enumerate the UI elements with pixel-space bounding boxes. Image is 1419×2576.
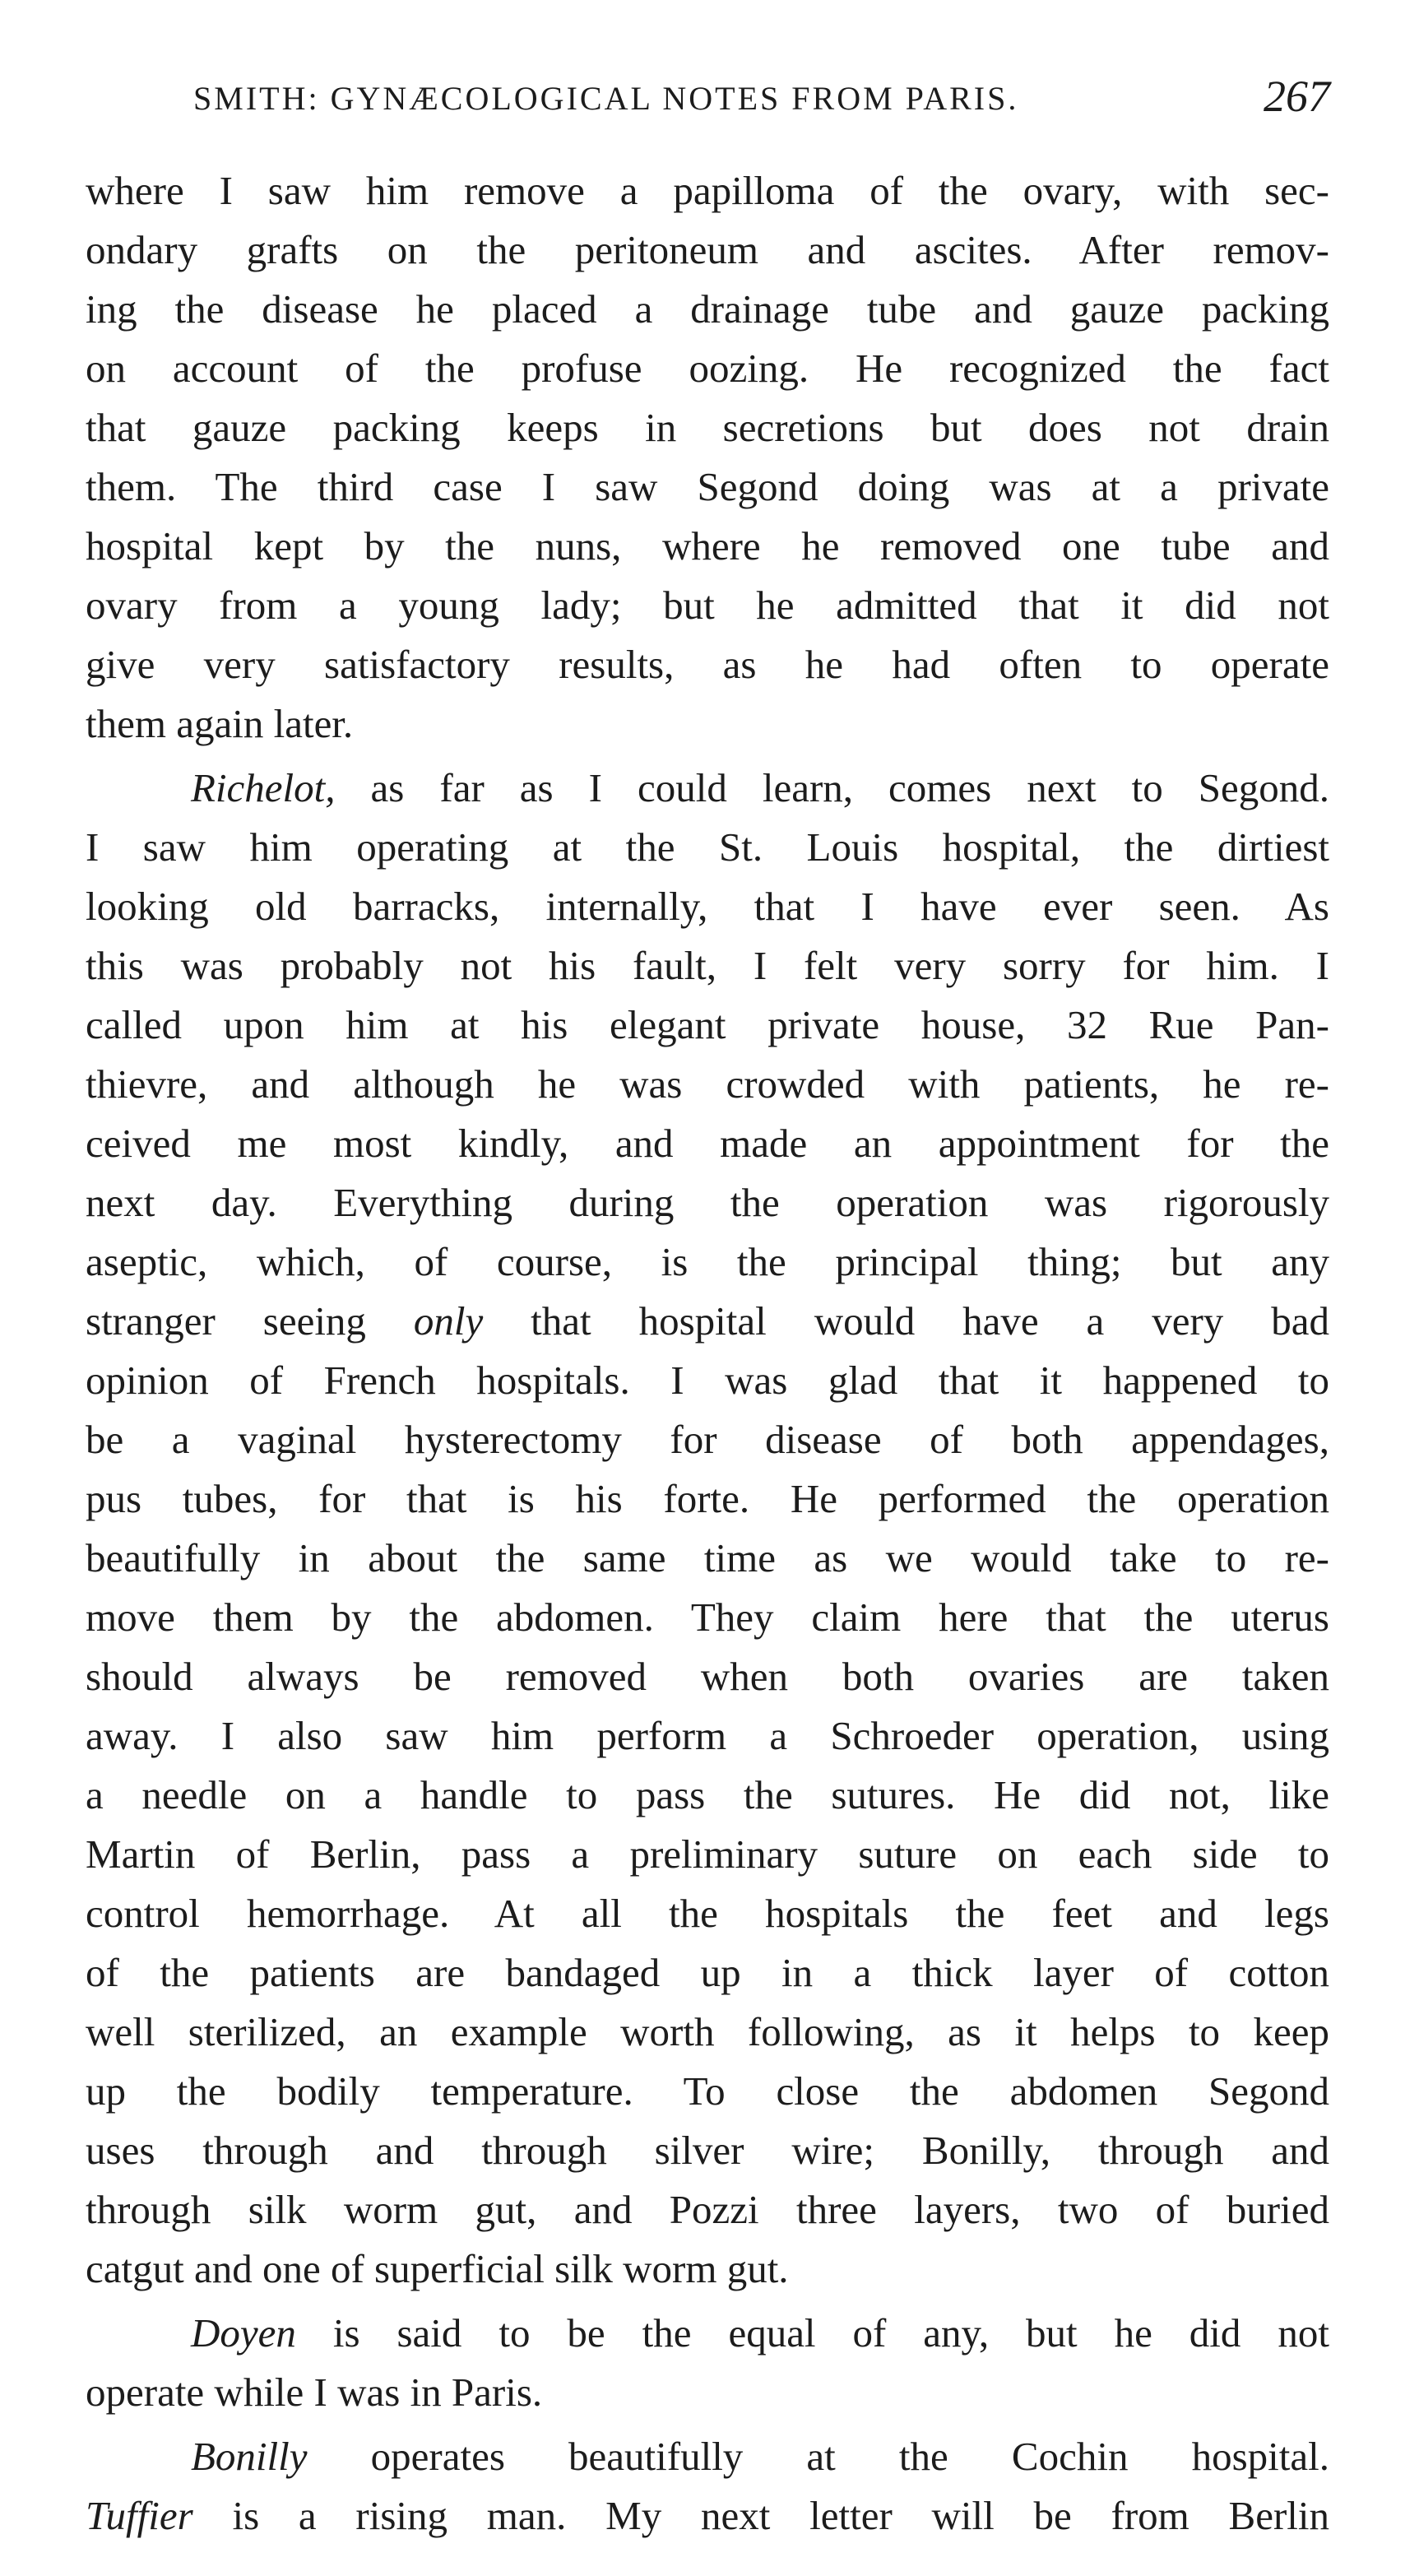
text-line: catgut and one of superficial silk worm gut.	[86, 2246, 789, 2291]
text-line: uses through and through silver wire; Bonilly, through and	[86, 2128, 1329, 2173]
text-line: beautifully in about the same time as we would take to re-	[86, 1535, 1329, 1580]
text-line: move them by the abdomen. They claim here that the uterus	[86, 1594, 1329, 1640]
paragraph-start-bonilly	[86, 2427, 1329, 2486]
paragraph-start-richelot	[86, 759, 1329, 818]
text-line: ondary grafts on the peritoneum and ascites. After remov-	[86, 227, 1329, 272]
text-line: operate while I was in Paris.	[86, 2369, 543, 2415]
text-line: ceived me most kindly, and made an appointment for the	[86, 1121, 1329, 1166]
surgeon-name-tuffier: Tuffier	[86, 2493, 193, 2538]
text-line: should always be removed when both ovaries are taken	[86, 1654, 1329, 1699]
text-run: operates beautifully at the Cochin hospital.	[307, 2434, 1329, 2479]
text-line: control hemorrhage. At all the hospitals the feet and legs	[86, 1891, 1329, 1936]
text-line: away. I also saw him perform a Schroeder operation, using	[86, 1713, 1329, 1758]
text-line: give very satisfactory results, as he had often to operate	[86, 642, 1329, 687]
text-line: thievre, and although he was crowded with patients, he re-	[86, 1061, 1329, 1107]
text-line: them. The third case I saw Segond doing was at a private	[86, 464, 1329, 509]
text-line: them again later.	[86, 701, 354, 746]
text-line: called upon him at his elegant private house, 32 Rue Pan-	[86, 1002, 1329, 1047]
text-run: as far as I could learn, comes next to Segond.	[335, 765, 1329, 810]
text-line: looking old barracks, internally, that I have ever seen. As	[86, 884, 1329, 929]
text-line: I saw him operating at the St. Louis hospital, the dirtiest	[86, 824, 1329, 870]
text-line: ovary from a young lady; but he admitted that it did not	[86, 583, 1329, 628]
body-text	[86, 161, 1329, 2546]
text-line: next day. Everything during the operation was rigorously	[86, 1180, 1329, 1225]
text-line: through silk worm gut, and Pozzi three layers, two of buried	[86, 2187, 1329, 2232]
text-line: where I saw him remove a papilloma of the ovary, with sec-	[86, 168, 1329, 213]
text-line: pus tubes, for that is his forte. He performed the operation	[86, 1476, 1329, 1521]
text-line: hospital kept by the nuns, where he removed one tube and	[86, 523, 1329, 569]
text-line: of the patients are bandaged up in a thick layer of cotton	[86, 1950, 1329, 1995]
emphasis-only: only	[413, 1298, 484, 1344]
text-line: aseptic, which, of course, is the principal thing; but any	[86, 1239, 1329, 1284]
text-line: well sterilized, an example worth following, as it helps to keep	[86, 2009, 1329, 2054]
page-number: 267	[1264, 72, 1330, 121]
text-run: that hospital would have a very bad	[483, 1298, 1329, 1344]
text-line: be a vaginal hysterectomy for disease of both appendages,	[86, 1417, 1329, 1462]
surgeon-name-doyen: Doyen	[191, 2310, 296, 2356]
text-run: stranger seeing	[86, 1298, 414, 1344]
text-line: Martin of Berlin, pass a preliminary suture on each side to	[86, 1831, 1329, 1877]
text-line: opinion of French hospitals. I was glad that it happened to	[86, 1358, 1329, 1403]
text-line: on account of the profuse oozing. He recognized the fact	[86, 346, 1329, 391]
surgeon-name-bonilly: Bonilly	[191, 2434, 308, 2479]
text-line: a needle on a handle to pass the sutures. He did not, like	[86, 1772, 1329, 1817]
text-run: is said to be the equal of any, but he did not	[295, 2310, 1329, 2356]
text-line	[86, 2486, 1329, 2546]
surgeon-name-richelot: Richelot,	[191, 765, 336, 810]
text-line-with-emphasis	[86, 1292, 1329, 1351]
text-line: ing the disease he placed a drainage tube and gauze packing	[86, 286, 1329, 332]
paragraph-start-doyen	[86, 2304, 1329, 2363]
text-run: is a rising man. My next letter will be from Berlin	[192, 2493, 1329, 2538]
text-line: that gauze packing keeps in secretions but does not drain	[86, 405, 1329, 450]
text-line: up the bodily temperature. To close the abdomen Segond	[86, 2068, 1329, 2114]
running-head-title: SMITH: GYNÆCOLOGICAL NOTES FROM PARIS.	[193, 80, 1019, 117]
text-line: this was probably not his fault, I felt very sorry for him. I	[86, 943, 1329, 988]
